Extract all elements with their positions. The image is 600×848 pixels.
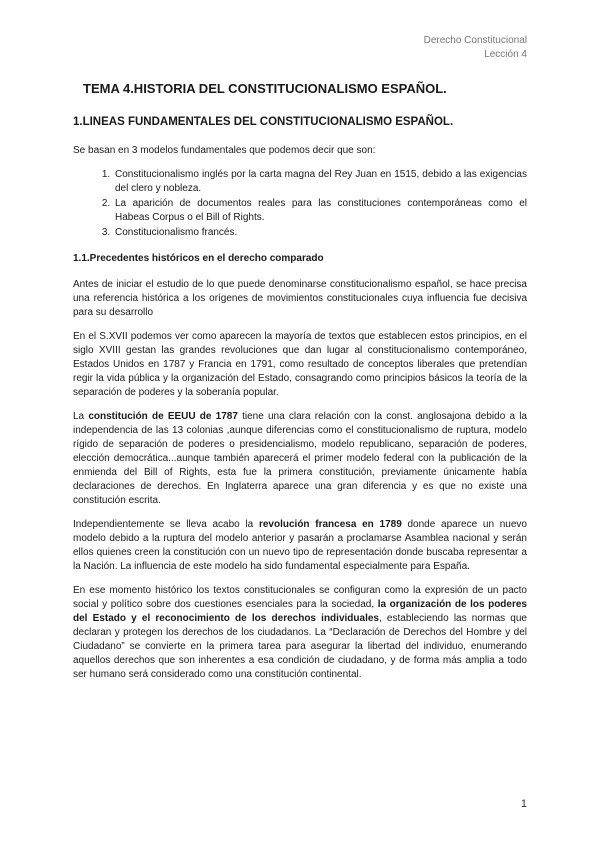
bold-term: la organización de los poderes del Estado y el reconocimiento de los derechos individuales [73,599,527,624]
list-item: 2. La aparición de documentos reales para las constituciones contemporáneas como el Habeas Corpus o el Bill of Rights. [113,197,527,225]
list-item: 3. Constitucionalismo francés. [113,226,527,240]
paragraph-french-revolution: Independientemente se lleva acabo la revolución francesa en 1789 donde aparece un nuevo modelo debido a la ruptura del modelo anterior y pasarán a proclamarse Asamblea nacional y serán ellos quienes creen la constitución con un nuevo tipo de representación donde buscaba representar a la Nación. La influencia de este modelo ha sido fundamental especialmente para España. [73,519,527,572]
paragraph-social-pact: En ese momento histórico los textos constitucionales se configuran como la expresión de un pacto social y político sobre dos cuestiones esenciales para la sociedad, la organización de los poderes del Estado y el reconocimiento de los derechos individuales, estableciendo las normas que declaran y protegen los derechos de los ciudadanos. La “Declaración de Derechos del Hombre y del Ciudadano” se convierte en la primera tarea para asegurar la libertad del individuo, enumerando aquellos derechos que son inherentes a esa condición de ciudadano, y de forma más amplia a todo ser humano será considerado como una constitución continental. [73,585,527,680]
list-item: 1. Constitucionalismo inglés por la carta magna del Rey Juan en 1515, debido a las exigencias del clero y nobleza. [113,168,527,196]
header-lesson: Lección 4 [484,49,527,60]
document-body [73,80,527,692]
bold-term: revolución francesa en 1789 [258,519,402,530]
paragraph-origins: Antes de iniciar el estudio de lo que puede denominarse constitucionalismo español, se hace precisa una referencia histórica a los orígenes de movimientos constitucionales cuya influencia fue decisiva para su desarrollo [73,279,527,318]
intro-paragraph: Se basan en 3 modelos fundamentales que podemos decir que son: [73,145,376,156]
subsection-heading: 1.1.Precedentes históricos en el derecho comparado [73,253,324,264]
header-subject: Derecho Constitucional [423,35,527,46]
paragraph-usa-constitution: La constitución de EEUU de 1787 tiene una clara relación con la const. anglosajona debido a la independencia de las 13 colonias ,aunque diferencias como el constitucionalismo de ruptura, modelo rígido de separación de poderes o presidencialismo, modelo republicano, separación de poderes, elección democrática...aunque también aparecerá el primer modelo federal con la publicación de la enmienda del Bill of Rights, esta fue la primera constitución, previamente únicamente había declaraciones de derechos. En Inglaterra aparece una gran diferencia y es que no existe una constitución escrita. [73,411,527,506]
document-title: TEMA 4.HISTORIA DEL CONSTITUCIONALISMO ESPAÑOL. [83,81,447,96]
section-heading: 1.LINEAS FUNDAMENTALES DEL CONSTITUCIONALISMO ESPAÑOL. [73,116,454,128]
models-list [73,168,527,240]
page-number: 1 [520,798,527,810]
page-header [424,34,527,62]
paragraph-xvii-century: En el S.XVII podemos ver como aparecen la mayoría de textos que establecen estos principios, en el siglo XVIII gestan las grandes revoluciones que dan lugar al constitucionalismo contemporáneo, Estados Unidos en 1787 y Francia en 1791, como resultado de conceptos liberales que pretendían regir la vida pública y la organización del Estado, consagrando como principios básicos la teoría de la separación de poderes y la soberanía popular. [73,331,527,398]
bold-term: constitución de EEUU de 1787 [88,411,238,422]
